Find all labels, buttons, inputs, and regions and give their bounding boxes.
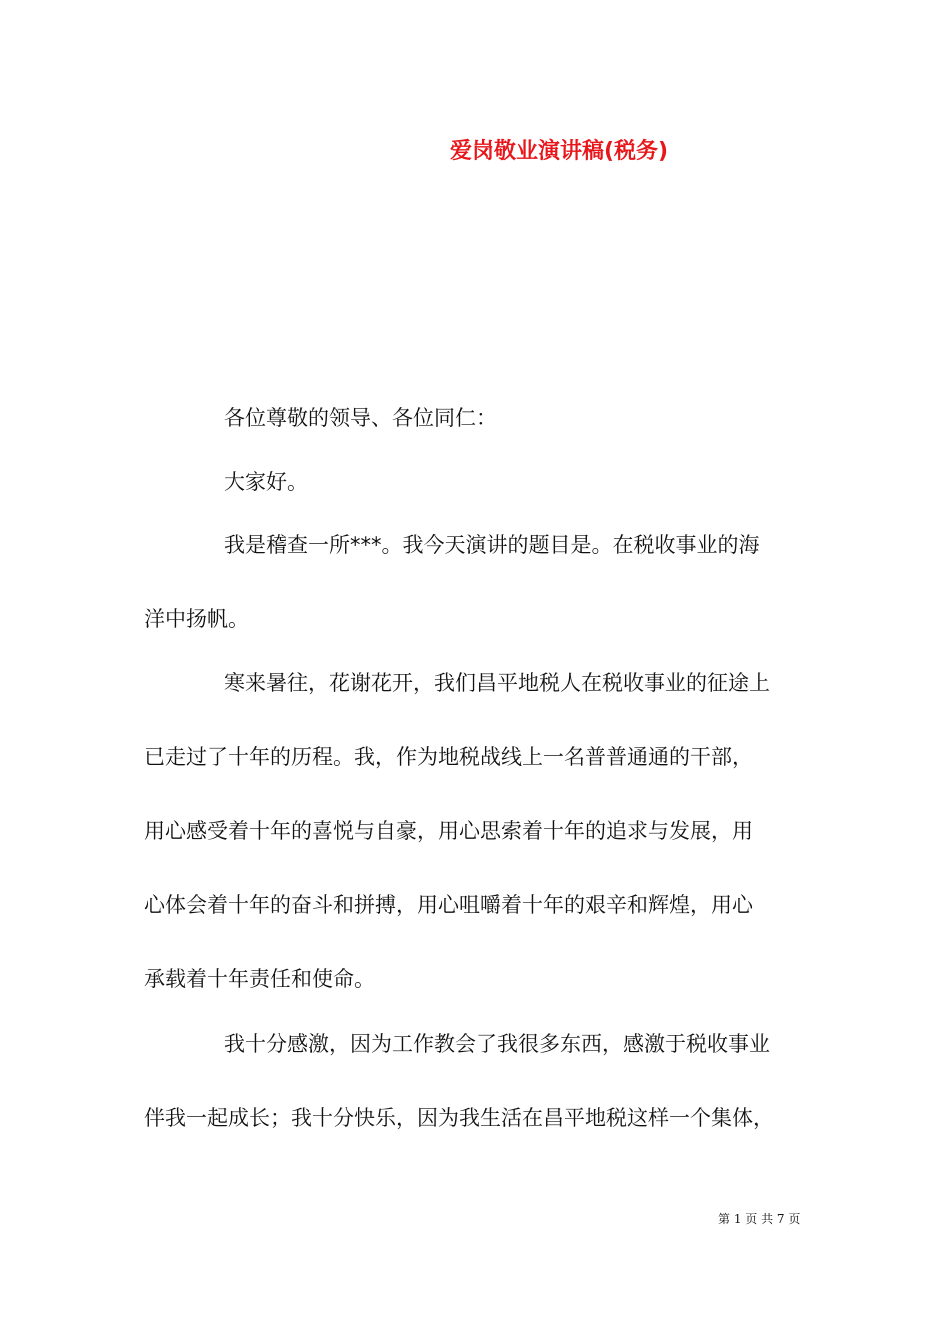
paragraph-line: 寒来暑往，花谢花开，我们昌平地税人在税收事业的征途上 (224, 671, 770, 695)
page-number-footer: 第 1 页 共 7 页 (718, 1212, 801, 1226)
paragraph-line: 伴我一起成长；我十分快乐，因为我生活在昌平地税这样一个集体， (144, 1106, 774, 1130)
document-title: 爱岗敬业演讲稿(税务) (450, 139, 669, 164)
paragraph-line: 洋中扬帆。 (144, 607, 249, 631)
paragraph-line: 我十分感激，因为工作教会了我很多东西，感激于税收事业 (224, 1032, 770, 1056)
paragraph-line: 承载着十年责任和使命。 (144, 967, 375, 991)
paragraph-line: 已走过了十年的历程。我，作为地税战线上一名普普通通的干部， (144, 745, 753, 769)
paragraph-line: 我是稽查一所***。我今天演讲的题目是。在税收事业的海 (224, 533, 760, 557)
paragraph-line: 心体会着十年的奋斗和拼搏，用心咀嚼着十年的艰辛和辉煌，用心 (144, 893, 753, 917)
salutation-line: 各位尊敬的领导、各位同仁： (224, 406, 497, 430)
greeting-line: 大家好。 (224, 470, 308, 494)
paragraph-line: 用心感受着十年的喜悦与自豪，用心思索着十年的追求与发展，用 (144, 819, 753, 843)
